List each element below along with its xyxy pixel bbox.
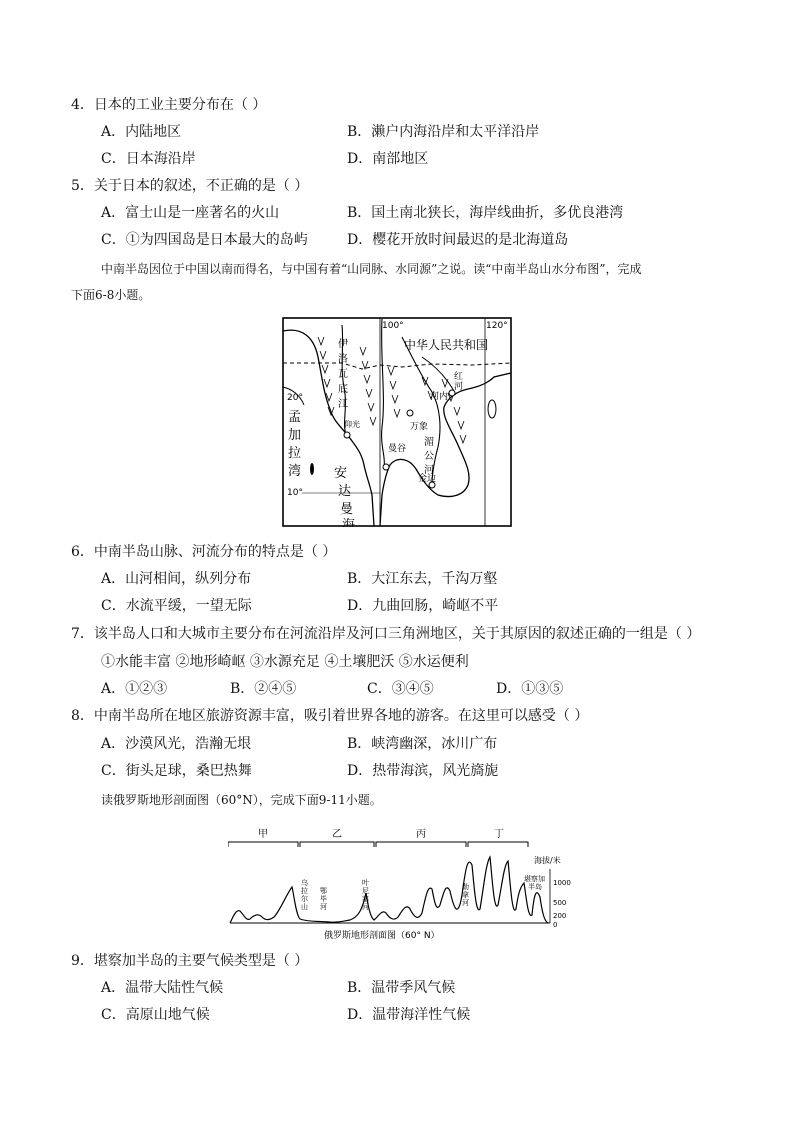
svg-text:河: 河	[362, 903, 369, 911]
vientiane-label: 万象	[410, 422, 429, 432]
svg-text:湾: 湾	[288, 464, 302, 479]
tick-200: 200	[553, 912, 567, 920]
ural-label	[301, 878, 308, 911]
q7-option-c: C．③④⑤	[367, 681, 434, 697]
svg-text:堪察加: 堪察加	[524, 875, 545, 883]
q8-option-c: C．街头足球，桑巴热舞	[101, 763, 252, 779]
q4-option-d: D．南部地区	[347, 151, 429, 167]
yangon-label: 仰光	[344, 420, 360, 429]
q6-option-b: B．大江东去，千沟万壑	[347, 571, 498, 587]
profile-caption: 俄罗斯地形剖面图（60° N）	[324, 931, 440, 941]
svg-text:底: 底	[338, 384, 348, 395]
elevation-unit: 海拔/米	[534, 856, 561, 865]
q8-option-a: A．沙漠风光，浩瀚无垠	[101, 736, 252, 752]
russia-profile-svg	[228, 825, 573, 943]
tick-500: 500	[553, 899, 567, 907]
svg-text:达: 达	[338, 484, 352, 499]
svg-text:加: 加	[288, 428, 302, 443]
svg-text:安: 安	[334, 466, 348, 481]
mekong-label	[424, 436, 434, 476]
svg-text:江: 江	[338, 399, 348, 410]
lon120-label: 120°	[486, 321, 508, 331]
svg-text:孟: 孟	[288, 410, 302, 425]
q6-stem: 6．中南半岛山脉、河流分布的特点是（ ）	[71, 544, 337, 560]
svg-text:海: 海	[342, 518, 356, 527]
q5-option-b: B．国土南北狭长，海岸线曲折，多优良港湾	[347, 205, 624, 221]
indochina-map	[282, 317, 512, 527]
q6-option-d: D．九曲回肠，崎岖不平	[347, 598, 499, 614]
tick-0: 0	[553, 921, 558, 929]
q9-option-c: C．高原山地气候	[101, 1007, 210, 1023]
q7-stem: 7．该半岛人口和大城市主要分布在河流沿岸及河口三角洲地区，关于其原因的叙述正确的一组是（ ）	[71, 626, 701, 642]
lat20-label: 20°	[287, 393, 303, 403]
svg-text:河: 河	[462, 899, 469, 907]
q5-option-c: C．①为四国岛是日本最大的岛屿	[101, 232, 308, 248]
q7-option-d: D．①③⑤	[496, 681, 564, 697]
svg-text:尼: 尼	[362, 887, 369, 895]
section-jia: 甲	[258, 829, 268, 840]
section-bing: 丙	[416, 829, 426, 840]
indochina-map-svg	[282, 317, 512, 527]
q6-option-c: C．水流平缓，一望无际	[101, 598, 252, 614]
q7-option-a: A．①②③	[101, 681, 168, 697]
q5-stem: 5．关于日本的叙述，不正确的是（ ）	[71, 178, 309, 194]
svg-text:公: 公	[424, 451, 434, 462]
kamchatka-label	[524, 874, 545, 891]
svg-text:尔: 尔	[301, 895, 308, 903]
q8-stem: 8．中南半岛所在地区旅游资源丰富，吸引着世界各地的游客。在这里可以感受（ ）	[71, 708, 589, 724]
svg-text:毕: 毕	[320, 895, 327, 903]
svg-text:瓦: 瓦	[338, 369, 348, 380]
bangkok-dot	[383, 464, 389, 470]
phnom-penh-label: 金边	[418, 474, 437, 484]
svg-text:拉: 拉	[301, 887, 308, 895]
hanoi-label: 河内	[430, 392, 449, 402]
section-brackets	[228, 842, 528, 847]
svg-text:伊: 伊	[338, 339, 348, 350]
q9-option-d: D．温带海洋性气候	[347, 1007, 471, 1023]
q9-option-a: A．温带大陆性气候	[101, 980, 224, 996]
q7-items: ①水能丰富 ②地形崎岖 ③水源充足 ④土壤肥沃 ⑤水运便利	[101, 654, 469, 670]
q4-stem: 4．日本的工业主要分布在（ ）	[71, 97, 267, 113]
svg-text:鄂: 鄂	[320, 887, 327, 895]
irrawaddy-label	[338, 337, 348, 410]
obi-label	[320, 886, 327, 911]
terrain-line	[230, 857, 548, 923]
q9-option-b: B．温带季风气候	[347, 980, 456, 996]
intro-6-8-line2: 下面6-8小题。	[71, 288, 151, 302]
yenisei-label	[362, 878, 369, 911]
hainan-island	[488, 400, 496, 418]
svg-text:半岛: 半岛	[528, 883, 542, 891]
lat10-label: 10°	[287, 488, 303, 498]
bangkok-label: 曼谷	[388, 444, 407, 454]
q4-option-a: A．内陆地区	[101, 124, 182, 140]
svg-text:叶: 叶	[362, 879, 369, 887]
svg-text:勒: 勒	[462, 883, 469, 891]
lena-label	[462, 882, 469, 907]
svg-text:河: 河	[320, 903, 327, 911]
q9-stem: 9．堪察加半岛的主要气候类型是（ ）	[71, 953, 309, 969]
q8-option-b: B．峡湾幽深，冰川广布	[347, 736, 498, 752]
q5-option-a: A．富士山是一座著名的火山	[101, 205, 280, 221]
china-label: 中华人民共和国	[404, 338, 489, 352]
svg-text:曼: 曼	[340, 502, 354, 517]
andaman-island	[310, 463, 314, 475]
lon100-label: 100°	[382, 321, 404, 331]
q8-option-d: D．热带海滨，风光旖旎	[347, 763, 499, 779]
svg-text:乌: 乌	[301, 879, 308, 887]
svg-text:山: 山	[301, 903, 308, 911]
svg-text:拿: 拿	[462, 891, 469, 899]
intro-6-8-line1: 中南半岛因位于中国以南而得名，与中国有着“山同脉、水同源”之说。读“中南半岛山水分布图”，完成	[101, 262, 642, 276]
svg-text:洛: 洛	[338, 354, 348, 365]
red-river-label	[454, 370, 463, 392]
q4-option-b: B．濑户内海沿岸和太平洋沿岸	[347, 124, 540, 140]
vientiane-dot	[407, 410, 413, 416]
intro-9-11: 读俄罗斯地形剖面图（60°N），完成下面9-11小题。	[101, 793, 382, 807]
russia-profile	[228, 825, 573, 943]
q5-option-d: D．樱花开放时间最迟的是北海道岛	[347, 232, 569, 248]
yangon-dot	[344, 432, 350, 438]
svg-text:河: 河	[454, 382, 464, 392]
svg-text:湄: 湄	[424, 437, 434, 448]
section-ding: 丁	[494, 829, 504, 840]
section-yi: 乙	[332, 829, 342, 840]
svg-text:拉: 拉	[288, 446, 302, 461]
svg-text:河: 河	[424, 465, 434, 476]
q7-option-b: B．②④⑤	[230, 681, 297, 697]
svg-text:红: 红	[454, 372, 464, 382]
q6-option-a: A．山河相间，纵列分布	[101, 571, 252, 587]
svg-text:塞: 塞	[362, 895, 369, 903]
tick-1000: 1000	[553, 879, 571, 887]
q4-option-c: C．日本海沿岸	[101, 151, 196, 167]
